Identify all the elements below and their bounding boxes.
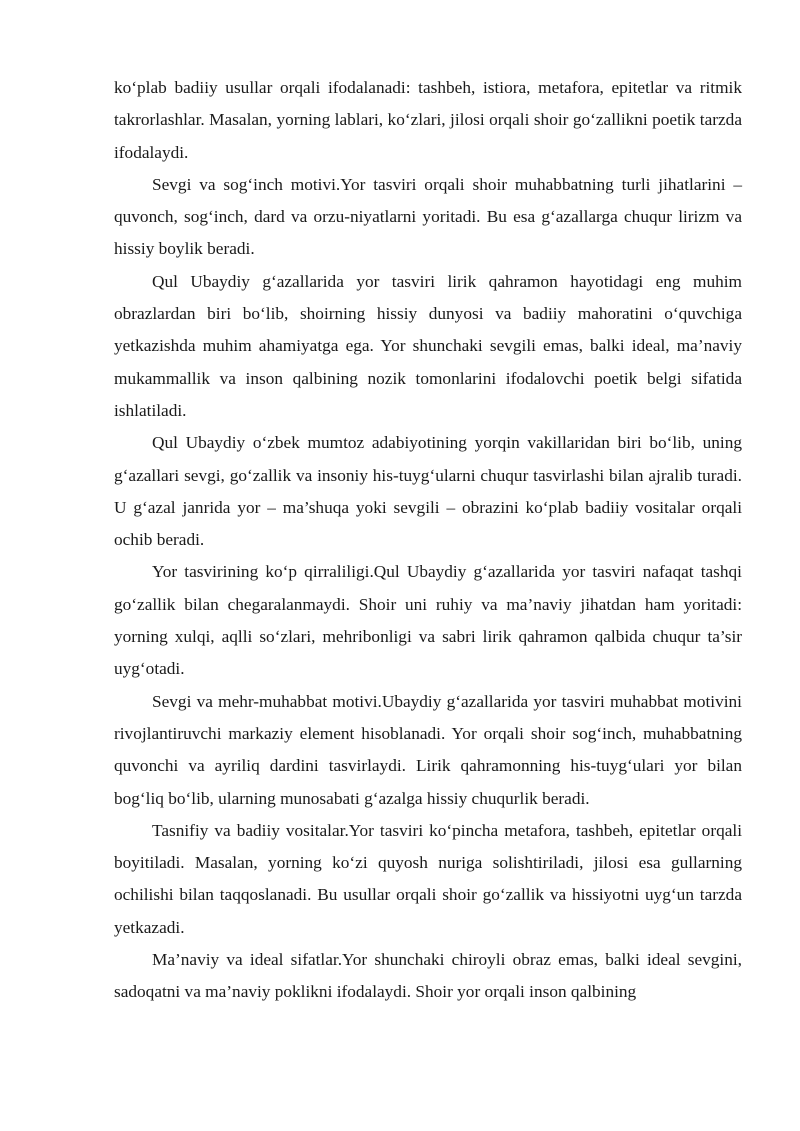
paragraph-love-affection-motif: Sevgi va mehr-muhabbat motivi.Ubaydiy g‘azallarida yor tasviri muhabbat motivini rivojlantiruvchi markaziy element hisoblanadi. Yor orqali shoir sog‘inch, muhabbatning quvonchi va ayriliq dardini tasvirlaydi. Lirik qahramonning his-tuyg‘ulari yor bilan bog‘liq bo‘lib, ularning munosabati g‘azalga hissiy chuqurlik beradi. (114, 691, 742, 808)
paragraph-spiritual-qualities: Ma’naviy va ideal sifatlar.Yor shunchaki chiroyli obraz emas, balki ideal sevgini, sadoqatni va ma’naviy poklikni ifodalaydi. Shoir yor orqali inson qalbining (114, 950, 742, 1002)
paragraph-multifaceted-image: Yor tasvirining ko‘p qirraliligi.Qul Ubaydiy g‘azallarida yor tasviri nafaqat tashqi go‘zallik bilan chegaralanmaydi. Shoir uni ruhiy va ma’naviy jihatdan ham yoritadi: yorning xulqi, aqlli so‘zlari, mehribonligi va sabri lirik qahramon qalbida chuqur ta’sir uyg‘otadi. (114, 562, 742, 679)
paragraph-beloved-image: Qul Ubaydiy g‘azallarida yor tasviri lirik qahramon hayotidagi eng muhim obrazlardan biri bo‘lib, shoirning hissiy dunyosi va badiiy mahoratini o‘quvchiga yetkazishda muhim ahamiyatga ega. Yor shunchaki sevgili emas, balki ideal, ma’naviy mukammallik va inson qalbining nozik tomonlarini ifodalovchi poetik belgi sifatida ishlatiladi. (114, 271, 742, 420)
paragraph-qul-ubaydiy: Qul Ubaydiy o‘zbek mumtoz adabiyotining yorqin vakillaridan biri bo‘lib, uning g‘azallari sevgi, go‘zallik va insoniy his-tuyg‘ularni chuqur tasvirlashi bilan ajralib turadi. U g‘azal janrida yor – ma’shuqa yoki sevgili – obrazini ko‘plab badiiy vositalar orqali ochib beradi. (114, 433, 742, 550)
paragraph-artistic-devices: Tasnifiy va badiiy vositalar.Yor tasviri ko‘pincha metafora, tashbeh, epitetlar orqali boyitiladi. Masalan, yorning ko‘zi quyosh nuriga solishtiriladi, jilosi esa gullarning ochilishi bilan taqqoslanadi. Bu usullar orqali shoir go‘zallik va hissiyotni uyg‘un tarzda yetkazadi. (114, 820, 742, 937)
paragraph-continuation: ko‘plab badiiy usullar orqali ifodalanadi: tashbeh, istiora, metafora, epitetlar va ritmik takrorlashlar. Masalan, yorning lablari, ko‘zlari, jilosi orqali shoir go‘zallikni poetik tarzda ifodalaydi. (114, 78, 742, 162)
document-page (114, 72, 742, 1009)
paragraph-love-longing-motif: Sevgi va sog‘inch motivi.Yor tasviri orqali shoir muhabbatning turli jihatlarini – quvonch, sog‘inch, dard va orzu-niyatlarni yoritadi. Bu esa g‘azallarga chuqur lirizm va hissiy boylik beradi. (114, 174, 742, 259)
